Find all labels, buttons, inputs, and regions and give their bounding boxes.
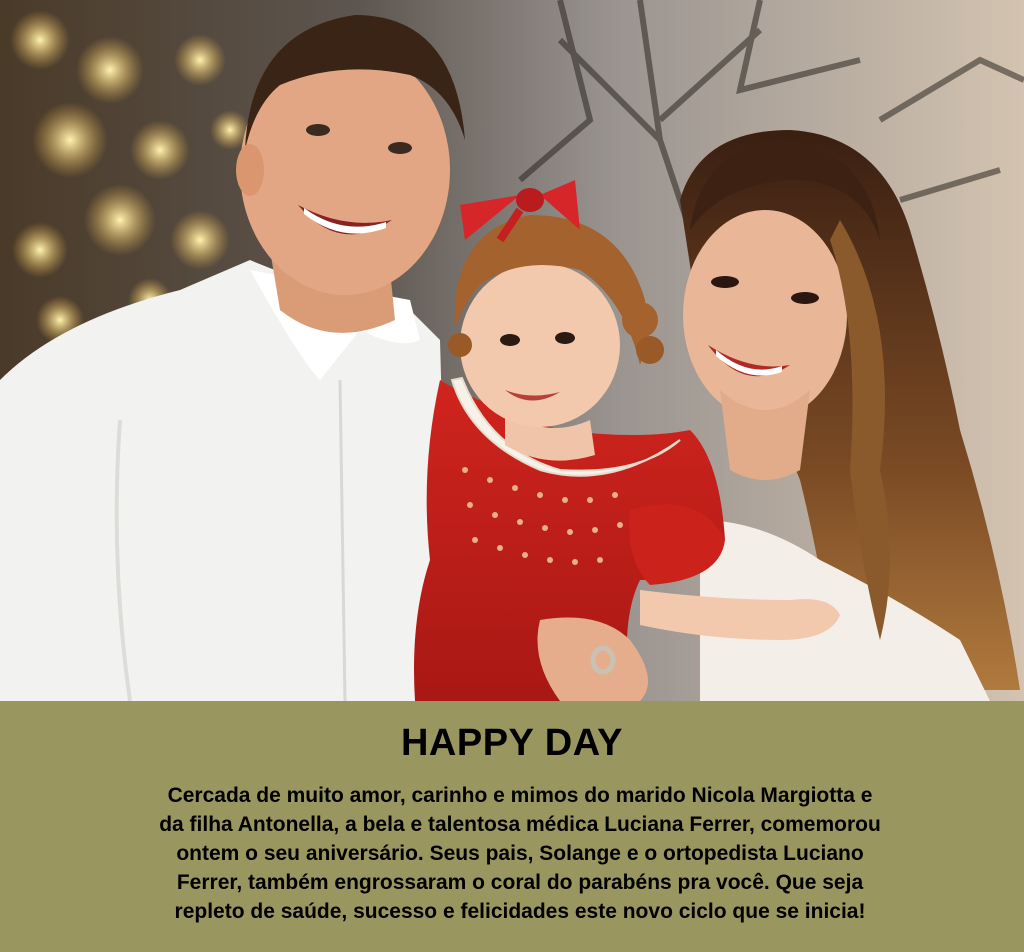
headline: HAPPY DAY xyxy=(400,722,624,764)
caption-panel xyxy=(0,701,1024,952)
body-line: da filha Antonella, a bela e talentosa médica Luciana Ferrer, comemorou xyxy=(159,813,881,836)
article-body xyxy=(50,781,990,926)
woman-face xyxy=(683,210,847,420)
body-line: Cercada de muito amor, carinho e mimos do marido Nicola Margiotta e xyxy=(167,784,873,807)
child-face xyxy=(460,263,620,427)
body-line: ontem o seu aniversário. Seus pais, Solange e o ortopedista Luciano xyxy=(176,842,864,865)
body-line: Ferrer, também engrossaram o coral do parabéns pra você. Que seja xyxy=(176,871,864,894)
body-line: repleto de saúde, sucesso e felicidades este novo ciclo que se inicia! xyxy=(174,900,866,923)
